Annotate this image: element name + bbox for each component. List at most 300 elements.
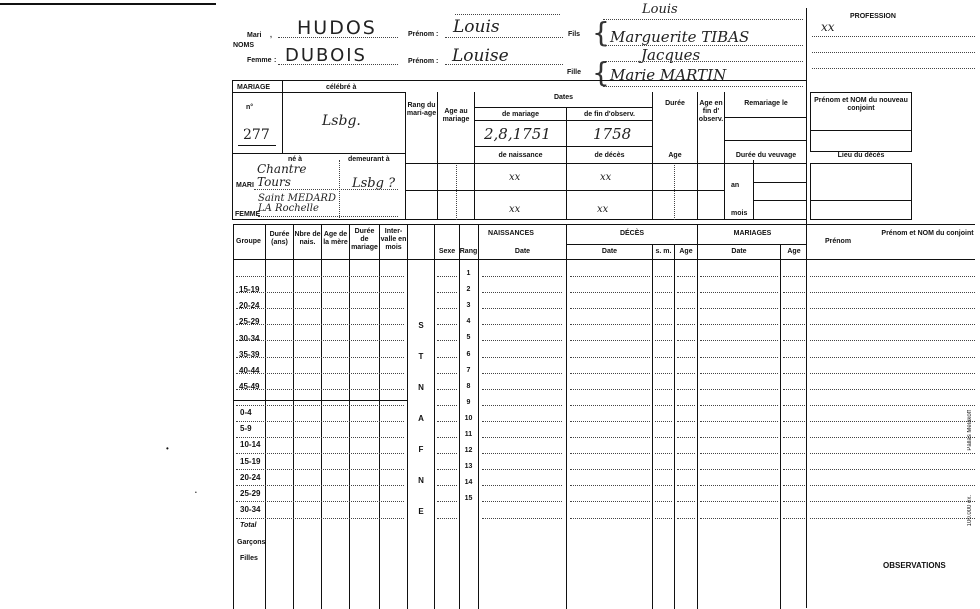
- deces-age-row-line: [677, 469, 695, 470]
- sm-row-line: [655, 421, 672, 422]
- dates-value-rule: [474, 146, 652, 147]
- copies-mark: 100.000 ex.: [967, 495, 973, 527]
- naissance-row-line: [482, 373, 562, 374]
- naissance-row-line: [482, 324, 562, 325]
- deces-age-row-line: [677, 421, 695, 422]
- enfants-vertical-letter: N: [418, 383, 424, 392]
- deces-age-row-line: [677, 437, 695, 438]
- mariage-age-row-line: [783, 501, 805, 502]
- duree-ans-label: Durée (ans): [269, 231, 290, 246]
- mere-femme: Marie MARTIN: [610, 66, 727, 84]
- an-label: an: [731, 182, 740, 189]
- naissance-row-line: [482, 292, 562, 293]
- remariage-label: Remariage le: [744, 100, 788, 107]
- mariage-row-line: [700, 324, 778, 325]
- sexe-row-line: [437, 437, 457, 438]
- mariage-age-row-line: [783, 308, 805, 309]
- conjoint-row-line: [810, 518, 975, 519]
- age-group-label: 45-49: [239, 382, 260, 391]
- age-group-label: 30-34: [239, 334, 260, 343]
- col-div-10: [566, 224, 567, 609]
- mariage-header-rule: [232, 92, 405, 93]
- enfants-vertical-letter: S: [418, 321, 424, 330]
- rank-number: 10: [464, 415, 473, 422]
- col-div-4: [349, 224, 350, 609]
- duration-group-label: 15-19: [240, 457, 261, 466]
- naissance-date-label: Date: [514, 248, 531, 255]
- duration-group-label: 25-29: [240, 489, 261, 498]
- naissance-row-line: [482, 405, 562, 406]
- mariage-row-line: [700, 453, 778, 454]
- lieu-deces-rule: [810, 200, 912, 201]
- mari-ne: Chantre Tours: [257, 162, 307, 189]
- naissance-row-line: [482, 308, 562, 309]
- conjoint-row-line: [810, 437, 975, 438]
- rang-label: Rang: [459, 248, 478, 255]
- conjoint-row-line: [810, 421, 975, 422]
- mariage-age-row-line: [783, 405, 805, 406]
- deces-row-line: [570, 453, 650, 454]
- mariage-age-row-line: [783, 485, 805, 486]
- stats-row-line: [236, 518, 404, 519]
- deces-age-row-line: [677, 373, 695, 374]
- mariage-age-row-line: [783, 518, 805, 519]
- conjoint-row-line: [810, 292, 975, 293]
- mari-prenom: Louis: [453, 17, 500, 37]
- sm-row-line: [655, 405, 672, 406]
- dates-sub-rule: [474, 120, 652, 121]
- stats-row-line: [236, 437, 404, 438]
- sexe-row-line: [437, 405, 457, 406]
- mari-demeure: Lsbg ?: [352, 176, 396, 191]
- nbre-nais-label: Nbre de nais.: [294, 231, 321, 246]
- remariage-rule-2: [724, 140, 807, 141]
- naissance-row-line: [482, 437, 562, 438]
- stray-dot-2: •: [195, 490, 197, 496]
- deces-age-row-line: [677, 357, 695, 358]
- stats-row-line: [236, 501, 404, 502]
- femme-row-label: FEMME: [235, 211, 261, 218]
- prenom-label: Prénom: [825, 238, 852, 245]
- printer-mark: Pallas Melakoff: [967, 410, 973, 451]
- mariage-age-row-line: [783, 469, 805, 470]
- groupe-label: Groupe: [236, 238, 261, 245]
- demeurant-label: demeurant à: [348, 156, 390, 163]
- sexe-row-line: [437, 324, 457, 325]
- col-div-6: [407, 224, 408, 609]
- sm-row-line: [655, 389, 672, 390]
- mariage-row-line: [700, 518, 778, 519]
- stats-row-line: [236, 340, 404, 341]
- observations-label: OBSERVATIONS: [883, 561, 946, 570]
- deces-row-line: [570, 389, 650, 390]
- naissance-row-line: [482, 485, 562, 486]
- stats-row-line: [236, 469, 404, 470]
- sm-row-line: [655, 453, 672, 454]
- sexe-row-line: [437, 485, 457, 486]
- sm-label: s. m.: [655, 248, 672, 255]
- sexe-row-line: [437, 292, 457, 293]
- enfants-vertical-letter: N: [418, 476, 424, 485]
- naissance-row-line: [482, 340, 562, 341]
- celebre-label: célébré à: [326, 84, 357, 91]
- stats-row-line: [236, 453, 404, 454]
- col-div-11: [652, 244, 653, 609]
- deces-age-row-line: [677, 292, 695, 293]
- femme-prenom: Louise: [452, 46, 509, 66]
- sm-row-line: [655, 292, 672, 293]
- naissance-label: de naissance: [498, 152, 543, 159]
- top-dotted-line: [455, 14, 560, 15]
- pere-mari: Louis: [642, 2, 678, 17]
- profession-line-2: [812, 52, 975, 53]
- rank-number: 2: [466, 286, 471, 293]
- age-group-label: 35-39: [239, 350, 260, 359]
- pere-mari-line: [603, 19, 803, 20]
- sexe-row-line: [437, 389, 457, 390]
- sm-row-line: [655, 276, 672, 277]
- mariage-row-line: [700, 276, 778, 277]
- mariage-mid-rule: [232, 153, 405, 154]
- rank-number: 3: [466, 302, 471, 309]
- rang-label: Rang du mari-age: [406, 102, 437, 117]
- mariage-row-line: [700, 292, 778, 293]
- mariage-age-row-line: [783, 324, 805, 325]
- duration-group-label: 20-24: [240, 473, 261, 482]
- age-mere-label: Age de la mère: [323, 231, 348, 246]
- col-div-12: [674, 244, 675, 609]
- duration-group-label: 5-9: [240, 424, 252, 433]
- mariage-age-row-line: [783, 276, 805, 277]
- mariage-number-divider: [282, 80, 283, 153]
- remariage-rule-1: [724, 117, 807, 118]
- naissance-row-line: [482, 421, 562, 422]
- deces-age-row-line: [677, 518, 695, 519]
- rank-number: 13: [464, 463, 473, 470]
- deces-row-line: [570, 501, 650, 502]
- numero-underline: [238, 145, 276, 146]
- mariage-age-row-line: [783, 453, 805, 454]
- ne-label: né à: [288, 156, 303, 163]
- stats-row-line: [236, 276, 404, 277]
- deces-header-rule: [405, 163, 807, 164]
- mariage-age-row-line: [783, 421, 805, 422]
- deces-row-line: [570, 405, 650, 406]
- pere-femme-line: [603, 61, 803, 62]
- veuvage-rule-1: [753, 182, 807, 183]
- numero-label: n°: [246, 104, 254, 111]
- mariage-age-row-line: [783, 389, 805, 390]
- mari-naissance: xx: [509, 172, 521, 183]
- mari-label: Mari: [247, 32, 262, 39]
- age-group-label: 25-29: [239, 317, 260, 326]
- mari-nom-line: [278, 37, 398, 38]
- deces-row-line: [570, 276, 650, 277]
- sm-row-line: [655, 469, 672, 470]
- deces-age-row-line: [677, 324, 695, 325]
- mari-nom: HUDOS: [297, 17, 377, 39]
- conjoint-row-line: [810, 453, 975, 454]
- profession-value: xx: [821, 20, 835, 34]
- mariage-row-line: [700, 308, 778, 309]
- femme-prenom-label: Prénom :: [408, 58, 439, 65]
- noms-label: NOMS: [233, 42, 254, 49]
- sm-row-line: [655, 324, 672, 325]
- femme-nom: DUBOIS: [285, 45, 367, 66]
- conjoint-row-line: [810, 340, 975, 341]
- mari-deces: xx: [600, 172, 612, 183]
- deces-row-line: [570, 292, 650, 293]
- conjoint-row-line: [810, 276, 975, 277]
- stats-header-rule: [233, 259, 975, 260]
- stats-row-line: [236, 357, 404, 358]
- sm-row-line: [655, 437, 672, 438]
- age-dots: [456, 165, 457, 220]
- lieu-deces-label: Lieu du décès: [837, 152, 885, 159]
- col-div-9: [478, 224, 479, 609]
- mari-prenom-label: Prénom :: [408, 31, 439, 38]
- mariage-row-line: [700, 469, 778, 470]
- dates-header-rule: [474, 107, 652, 108]
- conjoint-row-line: [810, 485, 975, 486]
- enfants-vertical-letter: F: [418, 445, 424, 454]
- rank-number: 15: [464, 495, 473, 502]
- duration-group-label: 30-34: [240, 505, 261, 514]
- femme-deces: xx: [597, 204, 609, 215]
- deces-row-line: [570, 324, 650, 325]
- filles-label: Filles: [240, 555, 258, 562]
- pere-femme: Jacques: [641, 46, 701, 64]
- sexe-row-line: [437, 518, 457, 519]
- deces-age-label: Age: [679, 248, 693, 255]
- femme-nom-line: [278, 64, 398, 65]
- mariage-age-row-line: [783, 292, 805, 293]
- numero-value: 277: [243, 127, 270, 143]
- profession-label: PROFESSION: [850, 13, 896, 20]
- rank-number: 4: [466, 318, 471, 325]
- rank-number: 8: [466, 383, 471, 390]
- profession-line-3: [812, 68, 975, 69]
- intervalle-label: Inter-valle en mois: [380, 228, 407, 251]
- sm-row-line: [655, 485, 672, 486]
- sm-row-line: [655, 340, 672, 341]
- mari-row-label: MARI: [236, 182, 254, 189]
- mariage-label: MARIAGE: [237, 84, 271, 91]
- duree-veuvage-label: Durée du veuvage: [735, 152, 797, 159]
- rank-number: 6: [466, 351, 471, 358]
- deces-row-line: [570, 518, 650, 519]
- mariage-row-line: [700, 501, 778, 502]
- age-group-label: 20-24: [239, 301, 260, 310]
- veuvage-divider: [753, 160, 754, 220]
- stats-row-line: [236, 373, 404, 374]
- conjoint-label: Prénom et NOM du nouveau conjoint: [814, 97, 908, 112]
- mois-label: mois: [731, 210, 748, 217]
- mariage-date-label: Date: [731, 248, 747, 255]
- stats-row-line: [236, 485, 404, 486]
- sm-row-line: [655, 308, 672, 309]
- age-fin-label: Age en fin d' observ.: [698, 100, 724, 123]
- date-mariage: 2,8,1751: [484, 125, 551, 143]
- sexe-row-line: [437, 340, 457, 341]
- mariages-label: MARIAGES: [733, 230, 772, 237]
- naissances-label: NAISSANCES: [488, 230, 534, 237]
- deces-age-row-line: [677, 308, 695, 309]
- profession-line-1: [812, 36, 975, 37]
- col-div-5: [379, 224, 380, 609]
- rank-number: 7: [466, 367, 471, 374]
- deces-age-row-line: [677, 405, 695, 406]
- stats-row-line: [236, 308, 404, 309]
- mariage-row-line: [700, 389, 778, 390]
- stats-row-line: [236, 292, 404, 293]
- age-mariage-label: Age au mariage: [442, 108, 470, 123]
- sexe-row-line: [437, 469, 457, 470]
- deces-age-row-line: [677, 485, 695, 486]
- naissance-row-line: [482, 357, 562, 358]
- naissance-row-line: [482, 501, 562, 502]
- rank-number: 5: [466, 334, 471, 341]
- sm-row-line: [655, 501, 672, 502]
- stats-row-line: [236, 324, 404, 325]
- conjoint-row-line: [810, 469, 975, 470]
- deces-row-line: [570, 469, 650, 470]
- mari-row-line: [254, 189, 398, 190]
- mariage-age-row-line: [783, 437, 805, 438]
- mari-deces-rule: [405, 190, 725, 191]
- section-rule: [233, 400, 407, 401]
- deces-age-row-line: [677, 276, 695, 277]
- sexe-row-line: [437, 308, 457, 309]
- top-rule: [0, 3, 216, 5]
- sexe-label: Sexe: [438, 248, 456, 255]
- veuvage-rule-2: [753, 200, 807, 201]
- lieu-mariage: Lsbg.: [322, 113, 361, 129]
- mariage-row-line: [700, 437, 778, 438]
- conjoint-row-line: [810, 405, 975, 406]
- col-div-13: [697, 224, 698, 609]
- mariage-age-label: Age: [787, 248, 801, 255]
- stray-dot-1: •: [166, 444, 169, 453]
- mariage-row-line: [700, 421, 778, 422]
- duration-group-label: 0-4: [240, 408, 252, 417]
- femme-naissance: xx: [509, 204, 521, 215]
- deces-header-label: DÉCÈS: [619, 230, 645, 237]
- mariage-row-line: [700, 373, 778, 374]
- deces-row-line: [570, 485, 650, 486]
- deces-row-line: [570, 373, 650, 374]
- lieu-deces-box: [810, 163, 912, 220]
- stats-row-line: [236, 421, 404, 422]
- rank-number: 14: [464, 479, 473, 486]
- mere-mari: Marguerite TIBAS: [610, 28, 750, 46]
- deces-age-row-line: [677, 453, 695, 454]
- stats-row-line: [236, 405, 404, 406]
- mariage-row-line: [700, 340, 778, 341]
- dates-label: Dates: [553, 94, 574, 101]
- naissance-row-line: [482, 453, 562, 454]
- sexe-row-line: [437, 276, 457, 277]
- col-div-1: [265, 224, 266, 609]
- age-label-2: Age: [668, 152, 682, 159]
- subheader-rule: [566, 244, 807, 245]
- dates-mid-divider: [566, 108, 567, 220]
- deces-row-line: [570, 437, 650, 438]
- sexe-row-line: [437, 373, 457, 374]
- stats-left-border: [233, 224, 234, 609]
- mariage-age-row-line: [783, 340, 805, 341]
- mariage-row-line: [700, 485, 778, 486]
- fils-label: Fils: [568, 31, 581, 38]
- rank-number: 1: [466, 270, 471, 277]
- deces-label: de décès: [594, 152, 625, 159]
- conjoint-row-line: [810, 389, 975, 390]
- duree-mariage-label: Durée de mariage: [351, 228, 378, 251]
- total-label: Total: [240, 522, 257, 529]
- rank-number: 9: [466, 399, 471, 406]
- sexe-row-line: [437, 501, 457, 502]
- conjoint-row-line: [810, 308, 975, 309]
- deces-age-row-line: [677, 501, 695, 502]
- femme-label: Femme: [247, 57, 272, 64]
- deces-date-label: Date: [601, 248, 618, 255]
- mere-mari-line: [603, 45, 803, 46]
- deces-row-line: [570, 421, 650, 422]
- mariage-row-line: [700, 405, 778, 406]
- conjoint-enfant-label: Prénom et NOM du conjoint: [881, 230, 974, 237]
- age2-dots: [674, 165, 675, 220]
- naissance-row-line: [482, 518, 562, 519]
- duree-label: Durée: [665, 100, 685, 107]
- mari-prenom-line: [445, 37, 563, 38]
- col-div-2: [293, 224, 294, 609]
- conjoint-row-line: [810, 324, 975, 325]
- mariage-age-row-line: [783, 357, 805, 358]
- conjoint-row-line: [810, 501, 975, 502]
- col-div-7: [434, 224, 435, 609]
- sexe-row-line: [437, 421, 457, 422]
- age-group-label: 40-44: [239, 366, 260, 375]
- sm-row-line: [655, 373, 672, 374]
- mariage-age-row-line: [783, 373, 805, 374]
- de-mariage-label: de mariage: [502, 111, 539, 118]
- sm-row-line: [655, 518, 672, 519]
- rank-number: 11: [464, 431, 473, 438]
- enfants-vertical-letter: E: [418, 507, 424, 516]
- fille-label: Fille: [567, 69, 582, 76]
- age-divider: [437, 92, 438, 220]
- fin-obs-label: de fin d'observ.: [584, 111, 635, 118]
- mariage-row-line: [700, 357, 778, 358]
- enfants-vertical-letter: A: [418, 414, 424, 423]
- deces-age-row-line: [677, 389, 695, 390]
- sexe-row-line: [437, 357, 457, 358]
- deces-row-line: [570, 357, 650, 358]
- femme-ne: Saint MEDARD LA Rochelle: [258, 193, 336, 214]
- naissance-row-line: [482, 389, 562, 390]
- sm-row-line: [655, 357, 672, 358]
- garcons-label: Garçons: [237, 539, 266, 546]
- conjoint-row-line: [810, 357, 975, 358]
- rank-number: 12: [464, 447, 473, 454]
- col-div-3: [321, 224, 322, 609]
- conjoint-row-line: [810, 373, 975, 374]
- duration-group-label: 10-14: [240, 440, 261, 449]
- naissance-row-line: [482, 276, 562, 277]
- femme-row-line: [258, 216, 398, 217]
- age-group-label: 15-19: [239, 285, 260, 294]
- demeurant-divider: [339, 160, 340, 218]
